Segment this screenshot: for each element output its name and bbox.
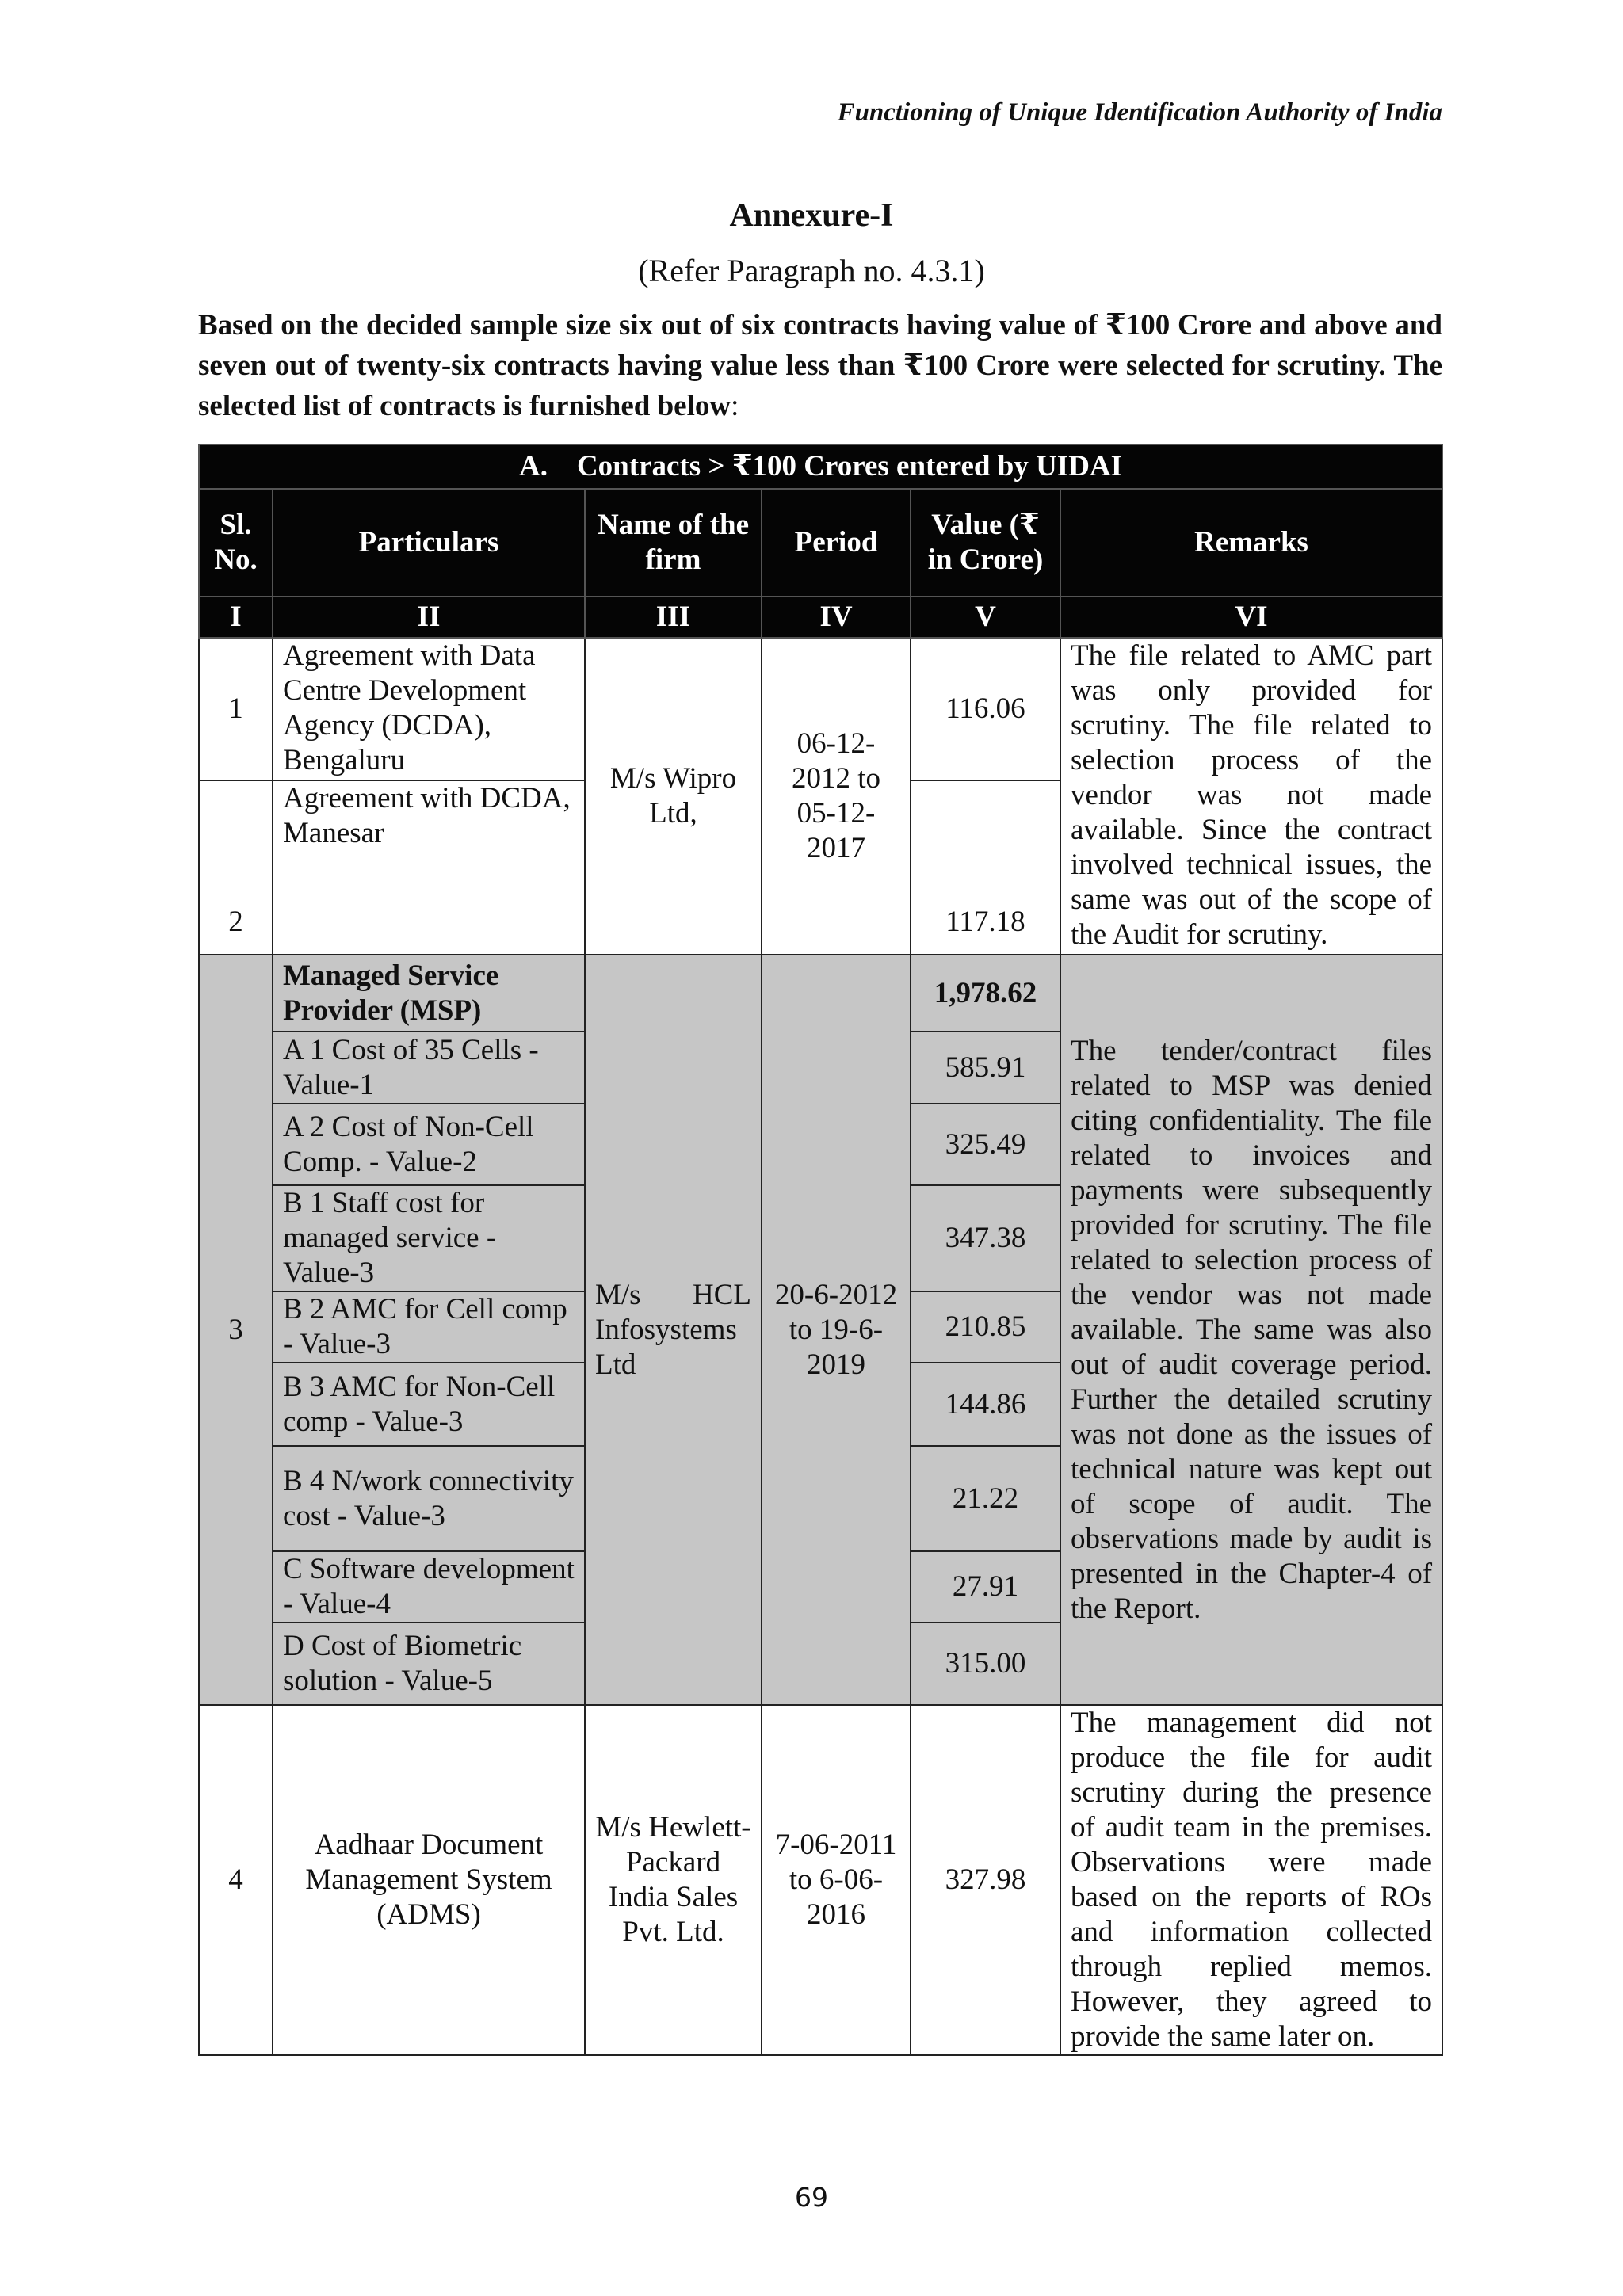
column-number: VI <box>1060 597 1442 638</box>
particulars-cell: B 1 Staff cost for managed service - Value-3 <box>273 1185 585 1291</box>
period-cell: 20-6-2012 to 19-6-2019 <box>762 955 911 1705</box>
header-value: Value (₹ in Crore) <box>911 489 1060 597</box>
value-cell: 315.00 <box>911 1623 1060 1705</box>
remarks-cell: The file related to AMC part was only provided for scrutiny. The file related to selection process of the vendor was not made available. Since the contract involved technical issues, the same was out of the scope of the Audit for scrutiny. <box>1060 638 1442 955</box>
serial-number: 4 <box>199 1705 273 2055</box>
serial-number: 2 <box>199 780 273 955</box>
value-cell: 144.86 <box>911 1363 1060 1446</box>
remarks-cell: The tender/contract files related to MSP was denied citing confidentiality. The file related to invoices and payments were subsequently provided for scrutiny. The file related to selection process of the vendor was not made available. The same was also out of audit coverage period. Further the detailed scrutiny was not done as the issues of technical nature was kept out of scope of audit. The observations made by audit is presented in the Chapter-4 of the Report. <box>1060 955 1442 1705</box>
table-row <box>199 638 1442 780</box>
serial-number: 1 <box>199 638 273 780</box>
particulars-cell: Aadhaar Document Management System (ADMS) <box>273 1705 585 2055</box>
header-period: Period <box>762 489 911 597</box>
value-cell: 210.85 <box>911 1291 1060 1363</box>
value-cell: 117.18 <box>911 780 1060 955</box>
firm-cell: M/s Wipro Ltd, <box>585 638 762 955</box>
value-cell: 327.98 <box>911 1705 1060 2055</box>
period-cell: 7-06-2011 to 6-06-2016 <box>762 1705 911 2055</box>
intro-colon: : <box>731 390 739 422</box>
particulars-cell: C Software development - Value-4 <box>273 1551 585 1623</box>
page-number: 69 <box>795 2182 828 2213</box>
header-firm: Name of the firm <box>585 489 762 597</box>
contracts-table <box>198 444 1443 2056</box>
section-title: A. Contracts > ₹100 Crores entered by UIDAI <box>199 444 1442 489</box>
particulars-cell: A 2 Cost of Non-Cell Comp. - Value-2 <box>273 1104 585 1185</box>
value-cell: 325.49 <box>911 1104 1060 1185</box>
value-cell: 585.91 <box>911 1032 1060 1104</box>
particulars-cell: Agreement with DCDA, Manesar <box>273 780 585 955</box>
column-number: V <box>911 597 1060 638</box>
header-sl-no: Sl. No. <box>199 489 273 597</box>
particulars-cell: A 1 Cost of 35 Cells - Value-1 <box>273 1032 585 1104</box>
column-number: III <box>585 597 762 638</box>
particulars-cell: D Cost of Biometric solution - Value-5 <box>273 1623 585 1705</box>
header-particulars: Particulars <box>273 489 585 597</box>
table-row <box>199 955 1442 1032</box>
header-remarks: Remarks <box>1060 489 1442 597</box>
column-number: I <box>199 597 273 638</box>
particulars-cell: B 2 AMC for Cell comp - Value-3 <box>273 1291 585 1363</box>
column-number: II <box>273 597 585 638</box>
value-cell: 27.91 <box>911 1551 1060 1623</box>
serial-number: 3 <box>199 955 273 1705</box>
value-cell: 116.06 <box>911 638 1060 780</box>
particulars-cell: B 4 N/work connectivity cost - Value-3 <box>273 1446 585 1551</box>
value-cell: 21.22 <box>911 1446 1060 1551</box>
particulars-cell: Managed Service Provider (MSP) <box>273 955 585 1032</box>
table-row <box>199 1705 1442 2055</box>
particulars-cell: Agreement with Data Centre Development Agency (DCDA), Bengaluru <box>273 638 585 780</box>
running-header: Functioning of Unique Identification Authority of India <box>837 98 1442 127</box>
period-cell: 06-12-2012 to 05-12-2017 <box>762 638 911 955</box>
annexure-title: Annexure-I <box>729 197 894 234</box>
intro-text: Based on the decided sample size six out of six contracts having value of ₹100 Crore and above and seven out of twenty-six contracts having value less than ₹100 Crore were selected for scrutiny. The selected list of contracts is furnished below <box>198 309 1442 422</box>
firm-cell: M/s HCL Infosystems Ltd <box>585 955 762 1705</box>
value-cell: 1,978.62 <box>911 955 1060 1032</box>
firm-cell: M/s Hewlett-Packard India Sales Pvt. Ltd. <box>585 1705 762 2055</box>
value-cell: 347.38 <box>911 1185 1060 1291</box>
column-number: IV <box>762 597 911 638</box>
remarks-cell: The management did not produce the file for audit scrutiny during the presence of audit team in the premises. Observations were made based on the reports of ROs and information collected through replied memos. However, they agreed to provide the same later on. <box>1060 1705 1442 2055</box>
annexure-reference: (Refer Paragraph no. 4.3.1) <box>638 253 985 288</box>
particulars-cell: B 3 AMC for Non-Cell comp - Value-3 <box>273 1363 585 1446</box>
intro-paragraph <box>198 305 1442 426</box>
